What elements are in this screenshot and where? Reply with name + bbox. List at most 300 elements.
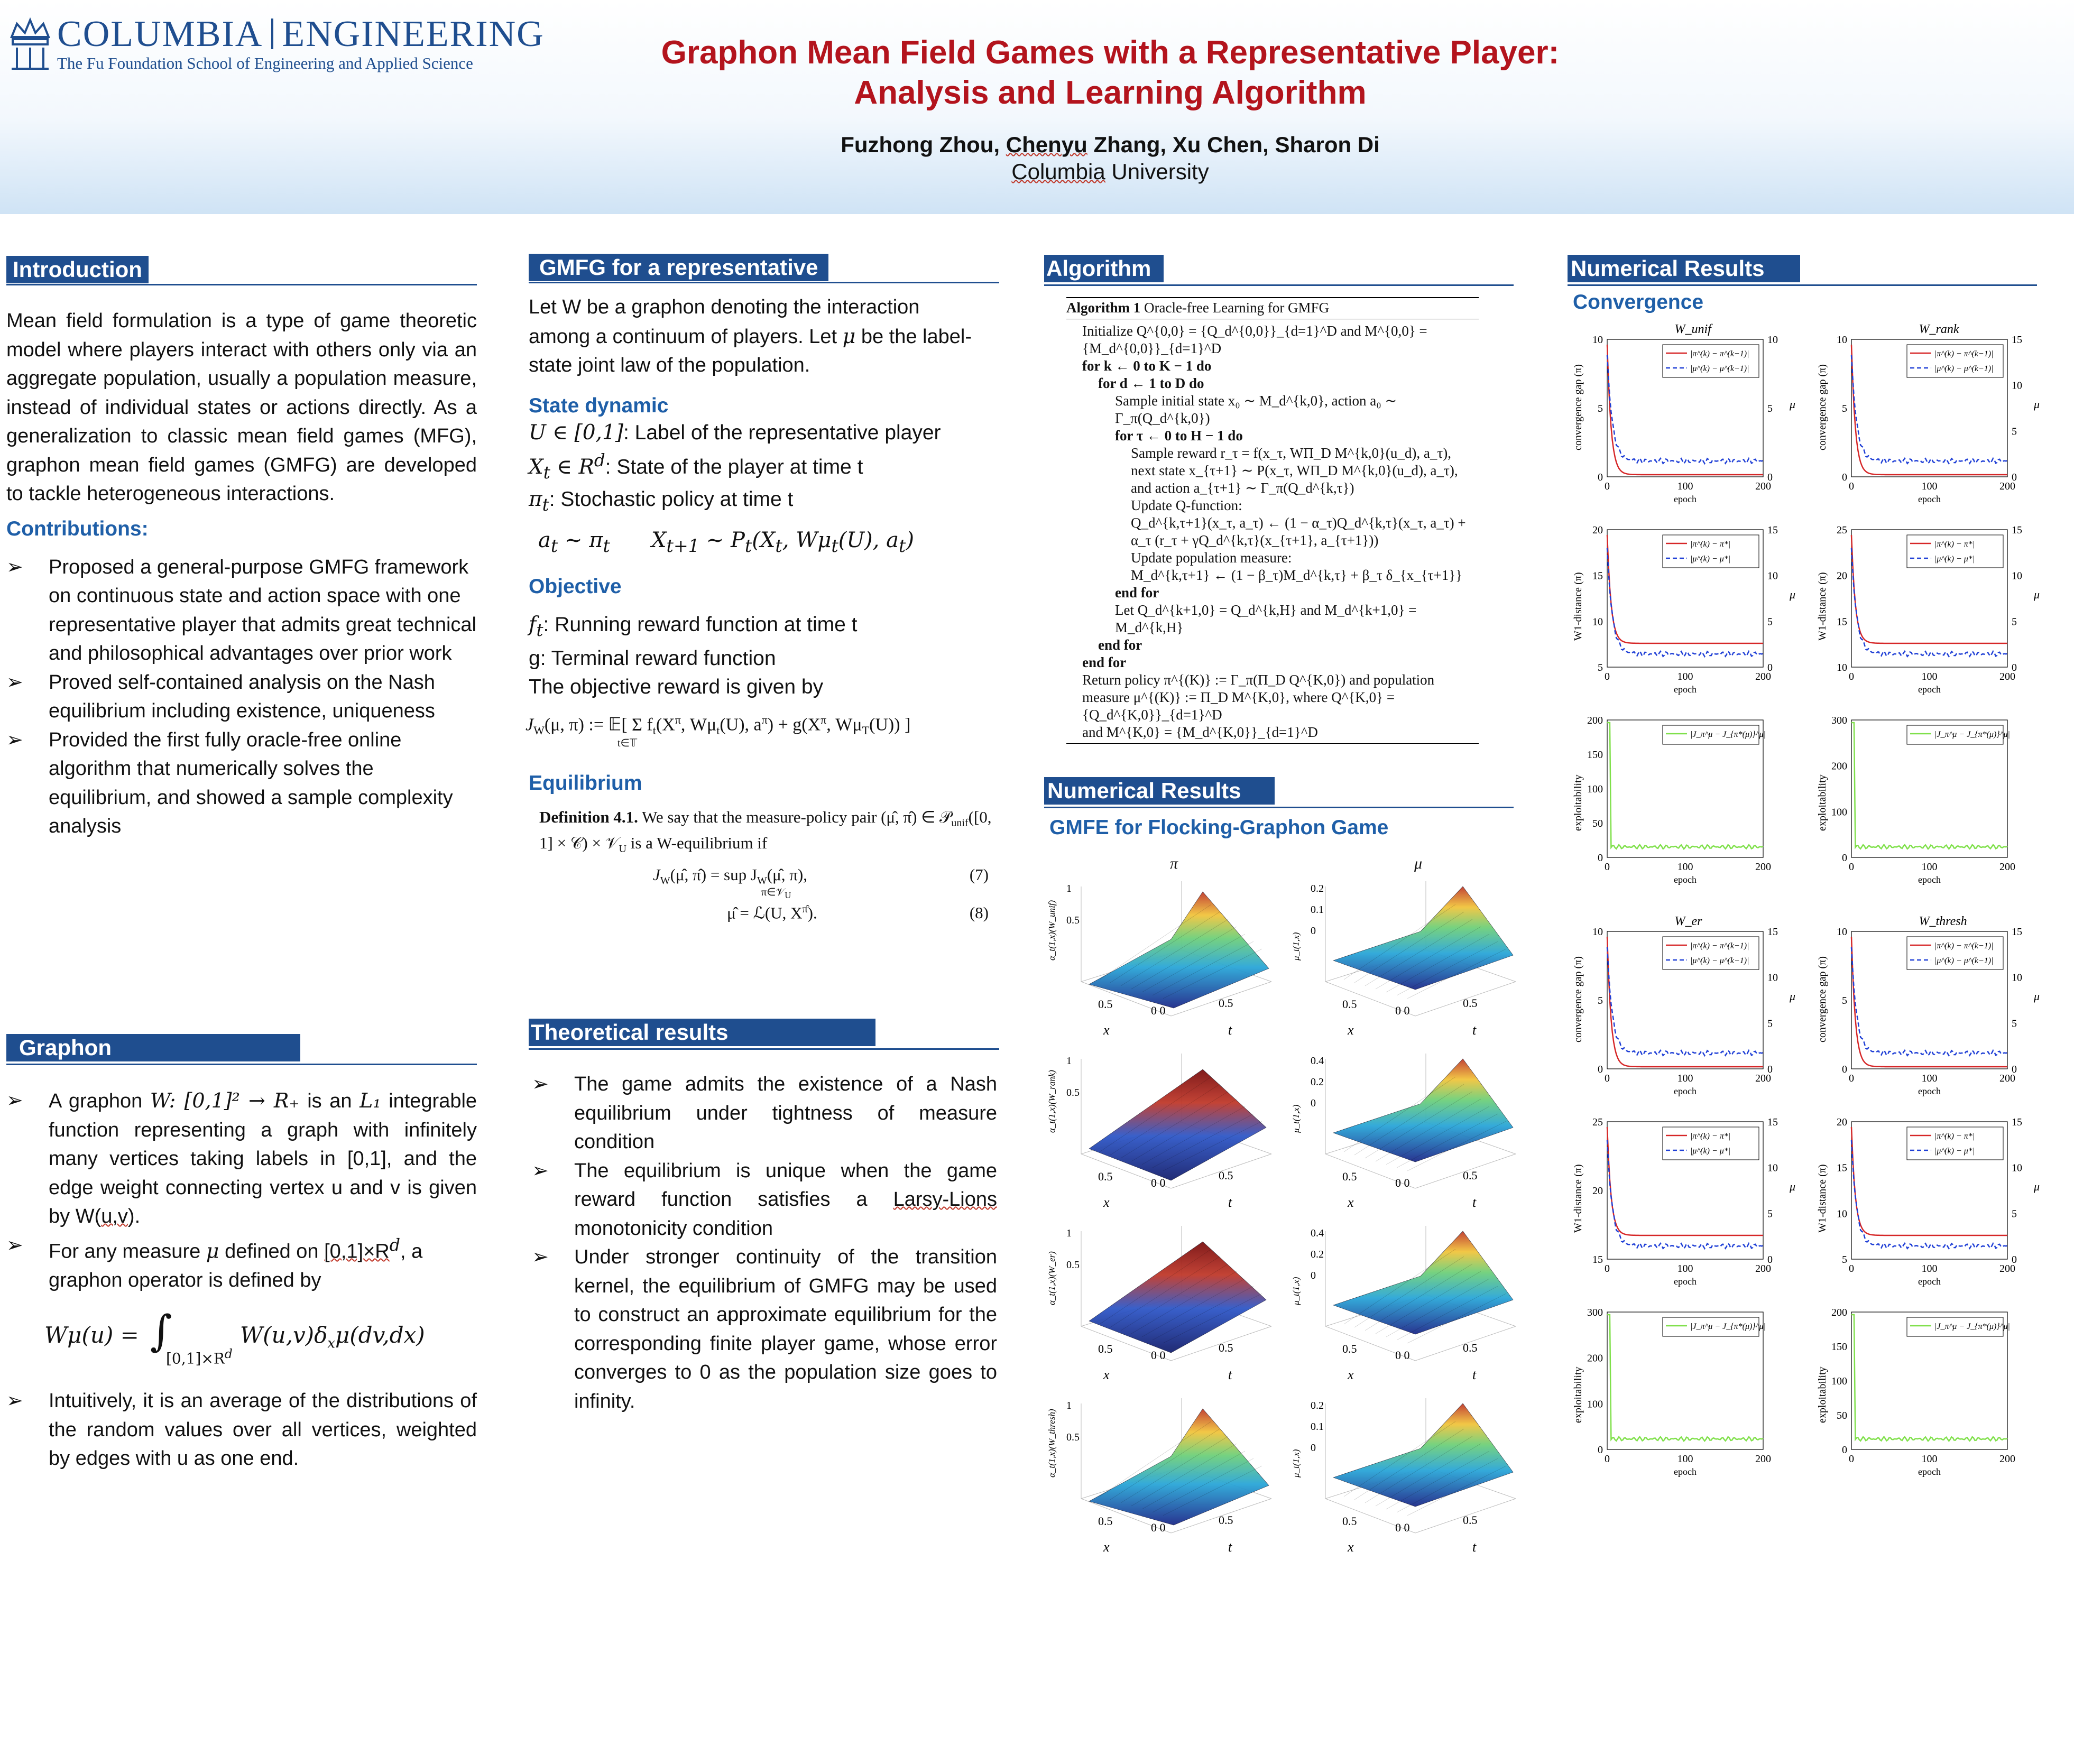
poster-header <box>0 0 2074 214</box>
x-tick-label: 200 <box>1999 481 2015 492</box>
z-tick-label: 0.5 <box>1066 1259 1080 1271</box>
y-tick-label: 20 <box>1592 524 1603 536</box>
t-axis-label: t <box>1228 1195 1232 1210</box>
y2-tick-label: 0 <box>1767 1064 1773 1075</box>
z-axis-label: α_t(1,x)(W_thresh) <box>1047 1409 1057 1477</box>
y-tick-label: 10 <box>1837 1208 1847 1220</box>
y-tick-label: 100 <box>1587 783 1603 795</box>
y-tick-label: 100 <box>1831 806 1847 818</box>
t-tick-label: 0.5 <box>1219 1169 1233 1182</box>
y-tick-label: 100 <box>1587 1398 1603 1410</box>
w1-plot <box>1812 509 2050 704</box>
y-tick-label: 10 <box>1592 926 1603 938</box>
z-tick-label: 0.2 <box>1311 1076 1324 1088</box>
x-axis-label: x <box>1103 1367 1110 1382</box>
y-tick-label: 5 <box>1842 995 1847 1006</box>
x-tick-label: 200 <box>1755 1453 1771 1465</box>
x-tick-label: 0.5 <box>1342 998 1357 1011</box>
legend-label: |μ^(k) − μ^(k−1)| <box>1934 956 1994 965</box>
y-axis-label: convergence gap (π) <box>1817 364 1828 450</box>
arrowhead-bullet-icon: ➢ <box>532 1246 549 1268</box>
list-item: ➢ The game admits the existence of a Nash equilibrium under tightness of measure condition <box>532 1070 997 1157</box>
w1-plot <box>1568 509 1805 704</box>
x-tick-label: 200 <box>1999 1263 2015 1274</box>
x-tick-label: 100 <box>1677 861 1693 873</box>
x-axis-label: epoch <box>1674 1276 1697 1287</box>
t-axis-label: t <box>1228 1539 1232 1555</box>
z-tick-label: 0.4 <box>1311 1227 1324 1239</box>
y-tick-label: 5 <box>1842 1254 1847 1266</box>
section-introduction <box>6 256 477 285</box>
x-tick-label: 0.5 <box>1098 998 1113 1011</box>
algorithm-line: and action a_{τ+1} ∼ Γ_π(Q_d^{k,τ}) <box>1131 480 1354 496</box>
theory-list <box>529 1070 997 1416</box>
y-axis-label: exploitability <box>1572 774 1584 831</box>
pi-surface-plot <box>1044 876 1277 1050</box>
t-tick-label: 0.5 <box>1463 996 1478 1010</box>
x-tick-label: 100 <box>1677 1073 1693 1084</box>
tick-label: 0 0 <box>1395 1521 1410 1534</box>
algorithm-line: Sample initial state x₀ ∼ M_d^{k,0}, action a₀ ∼ <box>1115 393 1397 409</box>
authors: Fuzhong Zhou, Chenyu Zhang, Xu Chen, Sharon Di <box>841 132 1380 157</box>
poster-title <box>476 33 1745 113</box>
gap-plot <box>1812 318 2050 514</box>
t-axis-label: t <box>1228 1367 1232 1382</box>
contributions-list <box>6 553 477 841</box>
z-tick-label: 0 <box>1311 1097 1316 1109</box>
x-axis-label: epoch <box>1918 1466 1941 1477</box>
legend-label: |π^(k) − π^(k−1)| <box>1690 349 1749 358</box>
legend-label: |π^(k) − π*| <box>1934 540 1975 549</box>
t-tick-label: 0.5 <box>1219 996 1233 1010</box>
y-tick-label: 20 <box>1837 570 1847 582</box>
list-item: ➢ The equilibrium is unique when the game reward function satisfies a Larsy-Lions monotonicity condition <box>532 1157 997 1243</box>
columbia-crown-icon <box>6 16 54 74</box>
x-tick-label: 0 <box>1849 671 1854 682</box>
state-definitions: U ∈ [0,1]: Label of the representative player $X_t$ ∈ $R^d$: State of the player at time t $\pi_t$: Stochastic policy at time t <box>529 420 941 515</box>
y-tick-label: 10 <box>1837 334 1847 346</box>
y-tick-label: 300 <box>1587 1307 1603 1318</box>
z-tick-label: 0.4 <box>1311 1055 1324 1067</box>
arrowhead-bullet-icon: ➢ <box>532 1159 549 1182</box>
z-tick-label: 1 <box>1066 1055 1072 1067</box>
y-tick-label: 15 <box>1592 1254 1603 1266</box>
y-tick-label: 5 <box>1598 662 1603 673</box>
algorithm-line: Q_d^{k,τ+1}(x_τ, a_τ) ← (1 − α_τ)Q_d^{k,τ}(x_τ, a_τ) + <box>1131 515 1466 531</box>
y-tick-label: 15 <box>1837 1162 1847 1174</box>
expl-plot <box>1568 1291 1805 1486</box>
y-tick-label: 25 <box>1837 524 1847 536</box>
x-axis-label: epoch <box>1674 1086 1697 1096</box>
y2-axis-label: μ <box>1790 398 1796 411</box>
list-item: ➢ Intuitively, it is an average of the distributions of the random values over all vertices, weighted by edges with u as one end. <box>6 1387 477 1473</box>
legend-label: |J_π^μ − J_{π*(μ)}^μ| <box>1934 1322 2010 1331</box>
tick-label: 0 0 <box>1395 1349 1410 1362</box>
algorithm-line: next state x_{τ+1} ∼ P(x_τ, WΠ_D M^{k,0}(u_d), a_τ), <box>1131 463 1458 478</box>
legend-label: |J_π^μ − J_{π*(μ)}^μ| <box>1690 1322 1766 1331</box>
tick-label: 0 0 <box>1151 1349 1166 1362</box>
algorithm-title: Algorithm 1 Oracle-free Learning for GMFG <box>1066 297 1479 319</box>
arrowhead-bullet-icon: ➢ <box>6 1390 23 1412</box>
algorithm-line: for τ ← 0 to H − 1 do <box>1115 428 1243 444</box>
list-item: ➢ A graphon W: [0,1]² → R₊ is an L₁ integrable function representing a graph with infinitely many vertices taking labels in [0,1], and the edge weight connecting vertex u and v is given by W(u,v). <box>6 1086 477 1231</box>
y2-tick-label: 10 <box>2012 380 2022 392</box>
x-tick-label: 0 <box>1605 1073 1610 1084</box>
column-3 <box>1044 255 1515 1555</box>
x-axis-label: x <box>1348 1022 1354 1038</box>
x-tick-label: 200 <box>1755 481 1771 492</box>
t-tick-label: 0.5 <box>1219 1341 1233 1354</box>
title-line-1: Graphon Mean Field Games with a Representative Player: <box>661 34 1560 71</box>
y2-tick-label: 5 <box>2012 1018 2017 1030</box>
y-axis-label: W1-distance (π) <box>1817 572 1828 641</box>
x-tick-label: 100 <box>1677 1453 1693 1465</box>
expl-plot <box>1812 699 2050 894</box>
t-axis-label: t <box>1472 1022 1477 1038</box>
legend-label: |J_π^μ − J_{π*(μ)}^μ| <box>1690 730 1766 739</box>
mu-surface-plot <box>1288 876 1521 1050</box>
y-tick-label: 200 <box>1587 1352 1603 1364</box>
z-tick-label: 0.1 <box>1311 1421 1324 1433</box>
logo-columbia: COLUMBIA <box>57 14 263 54</box>
x-axis-label: epoch <box>1918 1276 1941 1287</box>
y-tick-label: 10 <box>1592 616 1603 628</box>
y2-axis-label: μ <box>2034 398 2040 411</box>
y-tick-label: 300 <box>1831 715 1847 726</box>
section-title: Algorithm <box>1044 255 1164 282</box>
z-axis-label: μ_t(1,x) <box>1291 1277 1301 1305</box>
graphon-list <box>6 1086 477 1295</box>
y-tick-label: 150 <box>1587 749 1603 761</box>
algorithm-line: Sample reward r_τ = f(x_τ, WΠ_D M^{k,0}(u_d), a_τ), <box>1131 445 1451 461</box>
z-tick-label: 1 <box>1066 1400 1072 1411</box>
gmfg-intro: Let W be a graphon denoting the interaction among a continuum of players. Let μ be the label-state joint law of the population. <box>529 296 972 376</box>
section-graphon <box>6 1034 297 1064</box>
x-tick-label: 0.5 <box>1342 1170 1357 1183</box>
y-tick-label: 20 <box>1592 1185 1603 1197</box>
arrowhead-bullet-icon: ➢ <box>532 1073 549 1095</box>
section-title: GMFG for a representative <box>529 254 828 281</box>
y-axis-label: W1-distance (π) <box>1572 572 1584 641</box>
y2-tick-label: 5 <box>1767 1018 1773 1030</box>
graphon-operator-formula: Wμ(u) = ∫ $[0,1]\times R^d$ $W(u,v)\delta_x\mu(dv,dx)$ <box>44 1306 425 1368</box>
z-axis-label: μ_t(1,x) <box>1291 932 1301 960</box>
x-tick-label: 200 <box>1755 861 1771 873</box>
y-tick-label: 15 <box>1592 570 1603 582</box>
objective-heading: Objective <box>529 575 622 598</box>
y-tick-label: 5 <box>1842 403 1847 414</box>
y-axis-label: exploitability <box>1572 1366 1584 1423</box>
t-tick-label: 0.5 <box>1463 1169 1478 1182</box>
pi-surface-plot <box>1044 1221 1277 1395</box>
mu-surface-plot <box>1288 1048 1521 1223</box>
gap-plot <box>1568 318 1805 514</box>
x-axis-label: x <box>1348 1367 1354 1382</box>
y-tick-label: 15 <box>1837 616 1847 628</box>
x-tick-label: 100 <box>1921 1453 1938 1465</box>
list-item: ➢ Proposed a general-purpose GMFG framework on continuous state and action space with one representative player that admits great technical and philosophical advantages over prior work <box>6 553 477 668</box>
z-tick-label: 0 <box>1311 1442 1316 1454</box>
x-tick-label: 100 <box>1921 1073 1938 1084</box>
y-tick-label: 150 <box>1831 1341 1847 1353</box>
logo-engineering: ENGINEERING <box>282 14 545 54</box>
x-axis-label: epoch <box>1918 494 1941 504</box>
x-tick-label: 0.5 <box>1098 1170 1113 1183</box>
y2-tick-label: 5 <box>2012 1208 2017 1220</box>
x-tick-label: 100 <box>1921 861 1938 873</box>
legend-label: |μ^(k) − μ^(k−1)| <box>1690 956 1749 965</box>
z-tick-label: 0.5 <box>1066 915 1080 926</box>
y-tick-label: 0 <box>1842 852 1847 864</box>
x-tick-label: 0.5 <box>1098 1514 1113 1528</box>
section-title: Theoretical results <box>529 1019 875 1046</box>
y-tick-label: 0 <box>1842 1444 1847 1456</box>
y-axis-label: convergence gap (π) <box>1572 956 1584 1042</box>
y2-tick-label: 10 <box>2012 972 2022 984</box>
title-line-2: Analysis and Learning Algorithm <box>854 75 1367 111</box>
legend-label: |π^(k) − π^(k−1)| <box>1690 941 1749 950</box>
x-axis-label: epoch <box>1674 684 1697 695</box>
section-title: Introduction <box>6 256 149 283</box>
section-numerical-results <box>1568 255 1800 284</box>
y-tick-label: 0 <box>1598 1064 1603 1075</box>
legend-label: |J_π^μ − J_{π*(μ)}^μ| <box>1934 730 2010 739</box>
y2-tick-label: 5 <box>1767 403 1773 414</box>
y2-tick-label: 15 <box>1767 926 1778 938</box>
algorithm-box <box>1066 297 1479 744</box>
list-item: ➢ Under stronger continuity of the transition kernel, the equilibrium of GMFG may be used to construct an approximate equilibrium for the corresponding finite player game, whose error converges to 0 as the population size goes to infinity. <box>532 1243 997 1416</box>
z-tick-label: 0.1 <box>1311 904 1324 916</box>
y-axis-label: convergence gap (π) <box>1572 364 1584 450</box>
y2-tick-label: 10 <box>1767 972 1778 984</box>
algorithm-line: for d ← 1 to D do <box>1098 375 1204 391</box>
y2-axis-label: μ <box>1790 588 1796 601</box>
x-tick-label: 0 <box>1605 671 1610 682</box>
dynamics-formula: $a_t$ ~ $\pi_t$ $X_{t+1}$ ~ $P_t(X_t$, $W\mu_t(U)$, $a_t$) <box>538 528 914 557</box>
y-tick-label: 5 <box>1598 403 1603 414</box>
mu-surface-plot <box>1288 1393 1521 1567</box>
z-axis-label: α_t(1,x)(W_unif) <box>1047 900 1057 960</box>
y-tick-label: 50 <box>1837 1410 1847 1421</box>
tick-label: 0 0 <box>1395 1004 1410 1017</box>
algorithm-line: end for <box>1115 585 1159 601</box>
column-4 <box>1568 255 2054 1477</box>
column-2-theory <box>529 1019 999 1416</box>
x-axis-label: epoch <box>1674 494 1697 504</box>
z-tick-label: 0.2 <box>1311 1400 1324 1411</box>
section-theoretical-results <box>529 1019 878 1048</box>
x-axis-label: epoch <box>1918 1086 1941 1096</box>
algorithm-line: measure μ^{(K)} := Π_D M^{K,0}, where Q^{K,0} = {Q_d^{K,0}}_{d=1}^D <box>1082 689 1395 723</box>
x-tick-label: 200 <box>1999 671 2015 682</box>
y-tick-label: 10 <box>1837 662 1847 673</box>
column-1 <box>6 256 477 841</box>
x-axis-label: x <box>1103 1022 1110 1038</box>
y-tick-label: 0 <box>1598 852 1603 864</box>
algorithm-line: Update Q-function: <box>1131 497 1242 513</box>
algorithm-line: Initialize Q^{0,0} = {Q_d^{0,0}}_{d=1}^D and M^{0,0} = {M_d^{0,0}}_{d=1}^D <box>1082 323 1427 356</box>
x-tick-label: 100 <box>1921 1263 1938 1274</box>
objective-definitions: $f_t$: Running reward function at time t g: Terminal reward function The objective reward is given by <box>529 613 858 698</box>
w1-plot <box>1812 1101 2050 1296</box>
z-axis-label: μ_t(1,x) <box>1291 1104 1301 1133</box>
y-axis-label: exploitability <box>1817 1366 1828 1423</box>
mu-surface-plot <box>1288 1221 1521 1395</box>
convergence-subheading: Convergence <box>1573 291 1704 313</box>
y2-tick-label: 5 <box>1767 1208 1773 1220</box>
algorithm-line: Update population measure: <box>1131 550 1292 566</box>
y2-axis-label: μ <box>1790 1180 1796 1193</box>
y2-tick-label: 5 <box>2012 426 2017 438</box>
x-tick-label: 100 <box>1677 1263 1693 1274</box>
expl-plot <box>1812 1291 2050 1486</box>
t-axis-label: t <box>1228 1022 1232 1038</box>
x-axis-label: x <box>1348 1539 1354 1555</box>
z-axis-label: μ_t(1,x) <box>1291 1449 1301 1477</box>
gap-plot <box>1568 910 1805 1106</box>
algorithm-line: and M^{K,0} = {M_d^{K,0}}_{d=1}^D <box>1082 724 1318 740</box>
equilibrium-heading: Equilibrium <box>529 771 642 795</box>
algorithm-line: M_d^{k,τ+1} ← (1 − β_τ)M_d^{k,τ} + β_τ δ_{x_{τ+1}} <box>1131 567 1463 583</box>
arrowhead-bullet-icon: ➢ <box>6 1089 23 1112</box>
y-tick-label: 10 <box>1592 334 1603 346</box>
z-tick-label: 0.2 <box>1311 883 1324 894</box>
section-numerical-results-mid <box>1044 777 1514 841</box>
z-tick-label: 0.2 <box>1311 1249 1324 1260</box>
legend-label: |μ^(k) − μ*| <box>1934 1147 1975 1156</box>
contributions-heading: Contributions: <box>6 517 149 540</box>
section-title: Numerical Results <box>1044 777 1275 805</box>
x-tick-label: 0 <box>1605 861 1610 873</box>
legend-label: |μ^(k) − μ*| <box>1934 555 1975 564</box>
y2-tick-label: 10 <box>1767 570 1778 582</box>
y2-tick-label: 15 <box>2012 1116 2022 1128</box>
y2-tick-label: 10 <box>2012 570 2022 582</box>
definition-4-1: Definition 4.1. We say that the measure-policy pair (μ̂, π̂) ∈ 𝒫$_{unif}$([0, 1] × 𝒞) × 𝒱$_U$ is a W-equilibrium if <box>539 807 992 855</box>
pi-surface-plot <box>1044 1048 1277 1223</box>
x-tick-label: 200 <box>1999 1453 2015 1465</box>
algorithm-line: α_τ (r_τ + γQ_d^{k,τ}(x_{τ+1}, a_{τ+1})) <box>1131 532 1379 548</box>
y2-tick-label: 0 <box>1767 1254 1773 1266</box>
tick-label: 0 0 <box>1151 1004 1166 1017</box>
expl-plot <box>1568 699 1805 894</box>
x-tick-label: 100 <box>1677 671 1693 682</box>
x-tick-label: 200 <box>1999 861 2015 873</box>
algorithm-line: Let Q_d^{k+1,0} = Q_d^{k,H} and M_d^{k+1,0} = M_d^{k,H} <box>1115 602 1417 635</box>
x-tick-label: 100 <box>1921 481 1938 492</box>
t-tick-label: 0.5 <box>1219 1513 1233 1527</box>
tick-label: 0 0 <box>1151 1521 1166 1534</box>
gap-plot <box>1812 910 2050 1106</box>
legend-label: |μ^(k) − μ^(k−1)| <box>1690 364 1749 373</box>
z-tick-label: 0.5 <box>1066 1431 1080 1443</box>
y2-tick-label: 15 <box>2012 524 2022 536</box>
y-axis-label: W1-distance (π) <box>1817 1164 1828 1233</box>
y-tick-label: 5 <box>1598 995 1603 1006</box>
x-tick-label: 100 <box>1921 671 1938 682</box>
z-tick-label: 0 <box>1311 925 1316 937</box>
pi-surface-plot <box>1044 1393 1277 1567</box>
y2-tick-label: 10 <box>1767 1162 1778 1174</box>
y-tick-label: 25 <box>1592 1116 1603 1128</box>
legend-label: |μ^(k) − μ*| <box>1690 1147 1731 1156</box>
arrowhead-bullet-icon: ➢ <box>6 1234 23 1257</box>
tick-label: 0 0 <box>1151 1176 1166 1189</box>
convergence-plots-grid <box>1568 318 2064 1523</box>
y2-tick-label: 10 <box>1767 334 1778 346</box>
y-tick-label: 0 <box>1842 1064 1847 1075</box>
y-tick-label: 20 <box>1837 1116 1847 1128</box>
z-tick-label: 1 <box>1066 1227 1072 1239</box>
x-tick-label: 100 <box>1677 481 1693 492</box>
plot-title: W_unif <box>1674 322 1711 336</box>
x-tick-label: 0 <box>1849 1073 1854 1084</box>
list-item: ➢ For any measure μ defined on $[0,1]\times R^d$, a graphon operator is defined by <box>6 1231 477 1295</box>
y2-axis-label: μ <box>2034 990 2040 1003</box>
x-tick-label: 0 <box>1849 1453 1854 1465</box>
t-tick-label: 0.5 <box>1463 1341 1478 1354</box>
arrowhead-bullet-icon: ➢ <box>6 728 23 751</box>
y-axis-label: convergence gap (π) <box>1817 956 1828 1042</box>
y2-tick-label: 0 <box>1767 662 1773 673</box>
y2-axis-label: μ <box>2034 588 2040 601</box>
algorithm-line: end for <box>1082 654 1127 670</box>
surface-plots-grid <box>1044 855 1520 1764</box>
y-tick-label: 200 <box>1587 715 1603 726</box>
plot-title: W_er <box>1674 915 1702 928</box>
arrowhead-bullet-icon: ➢ <box>6 556 23 578</box>
x-tick-label: 0.5 <box>1342 1342 1357 1355</box>
y-tick-label: 200 <box>1831 1307 1847 1318</box>
x-tick-label: 200 <box>1755 1073 1771 1084</box>
section-title: Graphon <box>6 1034 300 1061</box>
affiliation: Columbia University <box>1011 159 1209 184</box>
algorithm-lines <box>1066 319 1479 741</box>
legend-label: |μ^(k) − μ^(k−1)| <box>1934 364 1994 373</box>
legend-label: |π^(k) − π*| <box>1690 1132 1731 1141</box>
columbia-engineering-logo <box>57 15 545 73</box>
t-axis-label: t <box>1472 1367 1477 1382</box>
y-tick-label: 100 <box>1831 1375 1847 1387</box>
x-tick-label: 0 <box>1849 481 1854 492</box>
legend-label: |π^(k) − π*| <box>1934 1132 1975 1141</box>
y2-tick-label: 15 <box>1767 1116 1778 1128</box>
y2-tick-label: 5 <box>1767 616 1773 628</box>
t-axis-label: t <box>1472 1539 1477 1555</box>
pi-column-label: π <box>1170 855 1178 872</box>
z-axis-label: α_t(1,x)(W_er) <box>1047 1251 1057 1305</box>
x-tick-label: 0 <box>1849 861 1854 873</box>
legend-label: |μ^(k) − μ*| <box>1690 555 1731 564</box>
intro-text: Mean field formulation is a type of game theoretic model where players interact with others only via an aggregate population, usually a population measure, instead of individual states or actions directly. As a generalization to classic mean field games (MFG), graphon mean field games (GMFG) are developed to tackle heterogeneous interactions. <box>6 310 477 505</box>
algorithm-line: end for <box>1098 637 1142 653</box>
x-axis-label: epoch <box>1674 874 1697 885</box>
x-tick-label: 0 <box>1849 1263 1854 1274</box>
column-1-graphon <box>6 1034 477 1473</box>
y2-tick-label: 5 <box>2012 616 2017 628</box>
section-algorithm <box>1044 255 1166 284</box>
y2-tick-label: 0 <box>2012 1254 2017 1266</box>
section-gmfg <box>529 254 999 283</box>
x-tick-label: 200 <box>1999 1073 2015 1084</box>
z-tick-label: 0.5 <box>1066 1087 1080 1098</box>
z-tick-label: 0 <box>1311 1270 1316 1281</box>
y-tick-label: 0 <box>1598 472 1603 483</box>
z-tick-label: 1 <box>1066 883 1072 894</box>
tick-label: 0 0 <box>1395 1176 1410 1189</box>
state-dynamic-heading: State dynamic <box>529 394 669 417</box>
flocking-subheading: GMFE for Flocking-Graphon Game <box>1049 816 1389 839</box>
